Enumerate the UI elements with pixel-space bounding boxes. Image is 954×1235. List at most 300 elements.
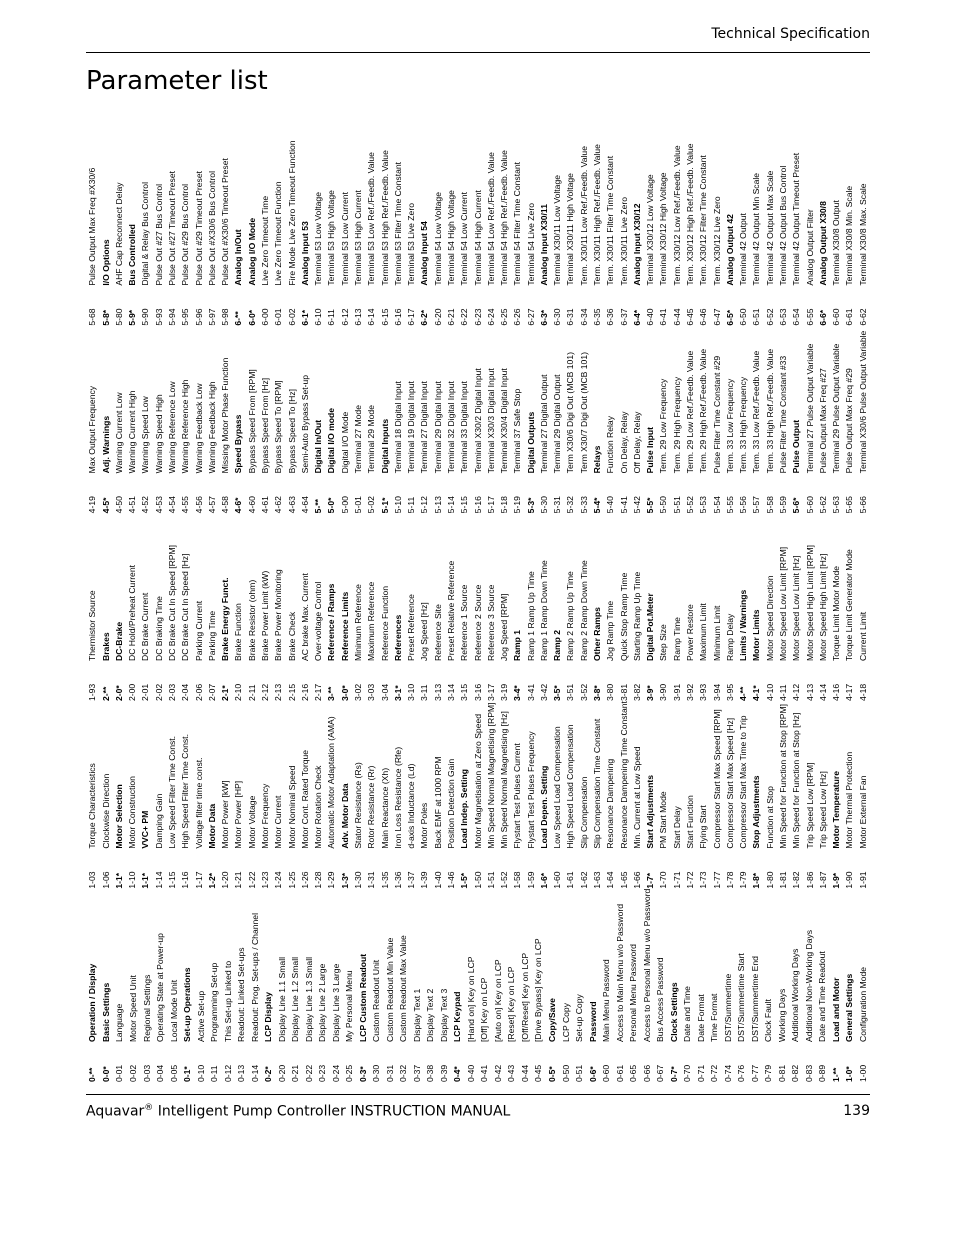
parameter-name: Term. X30/12 Low Ref./Feedb. Value	[671, 145, 682, 286]
parameter-name: [Off] Key on LCP	[479, 977, 490, 1042]
parameter-name: Parking Current	[193, 600, 204, 661]
parameter-name: Motor Limits	[751, 609, 762, 661]
parameter-name: Bypass Speed To [Hz]	[286, 388, 297, 474]
parameter-code: 6-50	[738, 308, 749, 326]
parameter-row	[259, 701, 272, 889]
parameter-code: 0-66	[641, 1064, 652, 1082]
parameter-name: Low Speed Load Compensation	[552, 726, 563, 849]
parameter-code: 6-3*	[538, 309, 549, 326]
parameter-name: PM Start Mode	[658, 791, 669, 849]
parameter-code: 1-28	[313, 871, 324, 889]
parameter-name: Term. X30/12 Live Zero	[711, 196, 722, 286]
parameter-name: Terminal 27 Mode	[352, 405, 363, 474]
parameter-code: 6-21	[445, 308, 456, 326]
parameter-code: 5-80	[113, 308, 124, 326]
parameter-group-row	[538, 701, 551, 889]
parameter-code: 6-47	[711, 308, 722, 326]
parameter-name: DC Braking Time	[153, 596, 164, 661]
parameter-name: Brakes	[100, 632, 111, 661]
parameter-name: Trip Speed Low [Hz]	[817, 771, 828, 849]
parameter-code: 0-41	[479, 1064, 490, 1082]
parameter-row	[551, 138, 564, 326]
parameter-name: Terminal 29 Pulse Output Variable	[831, 343, 842, 474]
parameter-code: 1-71	[671, 871, 682, 889]
parameter-name: Term. 33 Low Frequency	[724, 378, 735, 474]
parameter-row	[697, 701, 710, 889]
parameter-code: 3-19	[499, 683, 510, 701]
parameter-name: Bypass Speed From [RPM]	[246, 369, 257, 474]
parameter-code: 0-81	[776, 1064, 787, 1082]
parameter-name: Min Speed Normal Magnetising [RPM]	[485, 702, 496, 849]
parameter-code: 5-97	[206, 308, 217, 326]
parameter-code: 3-11	[419, 684, 430, 701]
parameter-name: Bypass Speed To [RPM]	[273, 380, 284, 474]
parameter-name: Live Zero Timeout Time	[260, 195, 270, 286]
parameter-name: Motor Cont. Rated Torque	[299, 749, 310, 849]
parameter-name: Readout: Linked Set-ups	[236, 947, 247, 1042]
parameter-name: Terminal X30/12 Low Voltage	[645, 174, 656, 286]
parameter-row	[86, 326, 99, 514]
parameter-name: Ramp 1 Ramp Up Time	[525, 571, 536, 661]
parameter-name: Terminal 54 Low Voltage	[432, 192, 443, 286]
parameter-name: Terminal 53 Low Current	[339, 192, 350, 286]
parameter-code: 5-52	[685, 496, 695, 514]
parameter-name: Power Restore	[685, 604, 695, 661]
parameter-group-row	[86, 889, 100, 1082]
parameter-code: 0-61	[614, 1064, 625, 1082]
parameter-row	[803, 513, 816, 701]
parameter-code: 4-6*	[233, 497, 244, 514]
registered-mark: ®	[144, 1103, 154, 1113]
parameter-row	[285, 138, 298, 326]
parameter-row	[424, 889, 438, 1082]
parameter-code: 4-12	[791, 683, 802, 701]
parameter-row	[343, 889, 357, 1082]
parameter-name: Live Zero Timeout Function	[273, 181, 284, 286]
parameter-name: Jog Speed [RPM]	[499, 593, 510, 661]
parameter-code: 1-5*	[459, 872, 470, 889]
parameter-code: 3-17	[485, 683, 496, 701]
parameter-code: 3-4*	[512, 685, 523, 701]
parameter-group-row	[378, 326, 391, 514]
parameter-name: Digital & Relay Bus Control	[140, 182, 151, 286]
parameter-name: Bypass Speed From [Hz]	[260, 377, 270, 474]
parameter-group-row	[312, 326, 325, 514]
parameter-name: Terminal X30/8 Min. Scale	[844, 185, 855, 286]
parameter-code: 0-67	[655, 1064, 666, 1082]
parameter-code: 4-55	[180, 496, 191, 514]
parameter-name: Additional Working Days	[790, 948, 801, 1042]
parameter-code: 6-55	[804, 308, 815, 326]
parameter-code: 6-60	[831, 308, 842, 326]
parameter-group-row	[538, 138, 551, 326]
parameter-row	[498, 326, 511, 514]
parameter-row	[192, 138, 205, 326]
parameter-code: 2-0*	[113, 685, 124, 701]
parameter-name: Terminal X30/11 Low Voltage	[552, 174, 563, 286]
parameter-code: 1-73	[698, 871, 709, 889]
parameter-code: 3-82	[631, 683, 642, 701]
parameter-name: Motor Magnetisation at Zero Speed	[472, 713, 483, 849]
parameter-row	[524, 701, 537, 889]
parameter-code: 6-20	[432, 308, 443, 326]
parameter-name: Motor Temperature	[831, 771, 842, 849]
parameter-code: 2-16	[299, 683, 310, 701]
parameter-row	[166, 513, 179, 701]
parameter-code: 1-50	[472, 871, 483, 889]
parameter-code: 4-13	[804, 683, 815, 701]
parameter-code: 1-66	[631, 871, 642, 889]
parameter-row	[113, 138, 126, 326]
parameter-code: 1-37	[406, 871, 417, 889]
parameter-row	[708, 889, 722, 1082]
parameter-code: 5-3*	[525, 497, 536, 514]
parameter-code: 0-74	[722, 1064, 733, 1082]
parameter-name: Motor Speed Direction	[764, 575, 775, 661]
parameter-row	[763, 701, 776, 889]
parameter-name: Date and Time Readout	[817, 951, 828, 1042]
parameter-row	[684, 326, 697, 514]
parameter-name: Terminal 54 High Ref./Feedb. Value	[499, 150, 510, 286]
parameter-code: 6-02	[286, 308, 297, 326]
parameter-row	[802, 889, 816, 1082]
parameter-row	[405, 513, 418, 701]
parameter-group-row	[338, 513, 351, 701]
parameter-row	[789, 889, 803, 1082]
parameter-row	[657, 513, 670, 701]
parameter-group-row	[724, 138, 737, 326]
parameter-row	[219, 326, 232, 514]
parameter-row	[166, 326, 179, 514]
parameter-name: Warning Speed Low	[140, 396, 151, 474]
parameter-name: Clock Settings	[668, 982, 679, 1042]
parameter-row	[843, 513, 856, 701]
parameter-name: Torque Characteristics	[87, 763, 98, 849]
parameter-code: 2-04	[180, 683, 191, 701]
parameter-row	[710, 138, 723, 326]
parameter-name: Adj. Warnings	[100, 415, 111, 474]
parameter-row	[365, 513, 378, 701]
parameter-row	[803, 701, 816, 889]
parameter-name: Terminal 18 Digital Input	[392, 381, 403, 474]
parameter-name: Motor Power [kW]	[220, 780, 231, 849]
parameter-group-row	[113, 701, 126, 889]
parameter-name: Working Days	[776, 988, 787, 1042]
parameter-name: Terminal 29 Digital Input	[432, 381, 443, 474]
parameter-row	[272, 138, 285, 326]
parameter-row	[478, 889, 492, 1082]
parameter-name: [Auto on] Key on LCP	[492, 959, 503, 1042]
parameter-name: Start Delay	[671, 806, 682, 849]
parameter-code: 0-03	[141, 1064, 152, 1082]
parameter-code: 6-15	[379, 308, 390, 326]
parameter-row	[538, 326, 551, 514]
parameter-row	[484, 138, 497, 326]
parameter-name: Terminal 53 High Voltage	[326, 190, 337, 286]
parameter-row	[192, 326, 205, 514]
footer-title-text: Intelligent Pump Controller INSTRUCTION MANUAL	[153, 1103, 511, 1120]
parameter-code: 5-30	[538, 496, 549, 514]
parameter-group-row	[551, 513, 564, 701]
parameter-row	[710, 513, 723, 701]
parameter-name: Warning Reference High	[180, 379, 191, 474]
parameter-name: Maximum Limit	[698, 603, 709, 661]
parameter-name: Term X30/6 Digi Out (MCB 101)	[565, 352, 576, 474]
parameter-name: Terminal 27 Digital Output	[538, 374, 549, 474]
parameter-name: AC brake Max. Current	[299, 573, 310, 661]
parameter-row	[697, 326, 710, 514]
parameter-code: 3-81	[618, 683, 629, 701]
parameter-group-row	[99, 513, 112, 701]
parameter-name: Reference 3 Source	[485, 584, 496, 661]
parameter-row	[418, 701, 431, 889]
parameter-name: Start Function	[685, 795, 695, 849]
parameter-group-row	[644, 513, 657, 701]
parameter-code: 1-14	[153, 871, 164, 889]
parameter-code: 1-17	[193, 871, 204, 889]
parameter-name: Terminal 32 Digital Input	[445, 381, 456, 474]
parameter-code: 4-1*	[751, 685, 762, 701]
parameter-code: 3-10	[406, 683, 417, 701]
parameter-code: 1-2*	[206, 872, 217, 889]
parameter-name: Adv. Motor Data	[339, 783, 350, 849]
parameter-row	[657, 326, 670, 514]
parameter-row	[843, 138, 856, 326]
parameter-group-row	[232, 138, 245, 326]
parameter-name: Brake Energy Funct.	[220, 577, 231, 661]
parameter-name: Terminal X30/4 Digital Input	[499, 368, 510, 474]
parameter-name: Limits / Warnings	[738, 589, 749, 661]
parameter-row	[777, 701, 790, 889]
parameter-name: Reference 1 Source	[459, 584, 470, 661]
parameter-row	[299, 701, 312, 889]
parameter-name: Term. X30/11 High Ref./Feedb. Value	[592, 144, 603, 286]
parameter-code: 0-**	[87, 1067, 98, 1082]
parameter-code: 6-22	[459, 308, 470, 326]
parameter-code: 1-36	[392, 871, 403, 889]
parameter-name: Terminal 29 Mode	[366, 405, 377, 474]
parameter-name: Start Adjustments	[645, 774, 656, 849]
parameter-code: 3-8*	[592, 685, 603, 701]
parameter-row	[777, 138, 790, 326]
parameter-row	[445, 138, 458, 326]
parameter-row	[681, 889, 695, 1082]
parameter-code: 6-44	[671, 308, 682, 326]
parameter-code: 4-10	[764, 683, 775, 701]
parameter-code: 5-40	[605, 496, 616, 514]
parameter-row	[272, 701, 285, 889]
parameter-name: AHF Cap Reconnect Delay	[113, 182, 124, 286]
parameter-name: Analog Input 53	[299, 221, 310, 286]
parameter-row	[856, 513, 869, 701]
parameter-code: 6-41	[658, 308, 669, 326]
parameter-name: Pulse Out #27 Bus Control	[153, 183, 164, 286]
parameter-code: 0-39	[438, 1064, 449, 1082]
parameter-name: Stator Resistance (Rs)	[352, 762, 363, 849]
parameter-group-row	[113, 513, 126, 701]
parameter-group-row	[631, 138, 644, 326]
parameter-table-rotated	[86, 138, 870, 1082]
parameter-code: 0-50	[560, 1064, 571, 1082]
parameter-name: Term X30/7 Digi Out (MCB 101)	[578, 352, 589, 474]
parameter-code: 3-52	[578, 683, 589, 701]
parameter-row	[445, 701, 458, 889]
parameter-code: 5-42	[631, 496, 642, 514]
parameter-code: 0-71	[695, 1064, 706, 1082]
parameter-row	[551, 701, 564, 889]
parameter-group-row	[99, 326, 112, 514]
parameter-name: Personal Menu Password	[628, 944, 639, 1042]
parameter-name: Warning Current Low	[113, 392, 124, 474]
parameter-row	[179, 513, 192, 701]
parameter-name: Pulse Out #29 Timeout Preset	[193, 171, 204, 286]
parameter-row	[383, 889, 397, 1082]
parameter-name: Terminal X30/12 High Voltage	[658, 172, 669, 286]
parameter-code: 6-16	[392, 308, 403, 326]
parameter-code: 1-25	[286, 871, 297, 889]
parameter-group-row	[816, 138, 829, 326]
parameter-row	[152, 513, 165, 701]
parameter-code: 1-6*	[538, 872, 549, 889]
parameter-name: Terminal 54 Low Ref./Feedb. Value	[485, 152, 496, 286]
parameter-code: 5-19	[512, 496, 523, 514]
parameter-code: 5-5*	[645, 497, 656, 514]
parameter-row	[405, 326, 418, 514]
parameter-row	[352, 326, 365, 514]
parameter-name: Function Relay	[605, 416, 616, 474]
parameter-group-row	[100, 889, 114, 1082]
parameter-name: Display Line 3 Large	[330, 963, 341, 1042]
parameter-row	[684, 701, 697, 889]
parameter-code: 0-25	[344, 1064, 355, 1082]
parameter-code: 3-5*	[552, 685, 563, 701]
parameter-row	[538, 513, 551, 701]
parameter-code: 5-68	[87, 308, 98, 326]
parameter-name: Language	[114, 1003, 125, 1042]
parameter-name: DST/Summertime End	[749, 956, 760, 1042]
parameter-code: 0-6*	[587, 1066, 598, 1082]
parameter-code: 0-1*	[182, 1066, 193, 1082]
parameter-code: 4-5*	[100, 497, 111, 514]
parameter-code: 5-57	[751, 496, 762, 514]
parameter-name: Terminal X30/6 Pulse Output Variable	[857, 330, 868, 474]
parameter-group-row	[511, 513, 524, 701]
parameter-code: 1-72	[685, 871, 695, 889]
parameter-name: Current Limit	[857, 611, 868, 661]
parameter-row	[113, 889, 127, 1082]
parameter-row	[458, 326, 471, 514]
parameter-row	[431, 138, 444, 326]
parameter-code: 0-37	[411, 1064, 422, 1082]
parameter-row	[272, 326, 285, 514]
parameter-group-row	[737, 513, 750, 701]
parameter-name: Pulse Input	[645, 427, 656, 474]
parameter-name: Compressor Start Max Speed [RPM]	[711, 709, 722, 849]
parameter-row	[235, 889, 249, 1082]
parameter-code: 6-30	[552, 308, 563, 326]
parameter-code: 6-35	[592, 308, 603, 326]
parameter-code: 2-15	[286, 683, 297, 701]
parameter-name: Terminal 53 High Current	[352, 190, 363, 286]
parameter-name: [Hand on] Key on LCP	[465, 956, 476, 1042]
parameter-name: Motor Data	[206, 803, 217, 849]
parameter-code: 1-24	[273, 871, 284, 889]
parameter-code: 1-1*	[140, 872, 151, 889]
parameter-name: Terminal 29 Digital Output	[552, 374, 563, 474]
parameter-group-row	[232, 326, 245, 514]
parameter-code: 0-04	[155, 1064, 166, 1082]
parameter-name: Bus Controlled	[127, 224, 138, 286]
parameter-name: Ramp 2	[552, 629, 563, 661]
parameter-code: 1-9*	[831, 872, 842, 889]
parameter-group-row	[591, 513, 604, 701]
parameter-row	[418, 513, 431, 701]
parameter-name: Ramp 2 Ramp Down Time	[578, 560, 589, 661]
parameter-code: 3-03	[366, 683, 377, 701]
parameter-row	[431, 326, 444, 514]
parameter-code: 6-5*	[724, 309, 735, 326]
parameter-row	[86, 513, 99, 701]
parameter-name: Pulse Out #X30/6 Bus Control	[206, 171, 217, 286]
parameter-code: 2-02	[153, 683, 164, 701]
parameter-code: 1-51	[485, 871, 496, 889]
parameter-code: 3-41	[525, 683, 536, 701]
parameter-code: 1-62	[578, 871, 589, 889]
parameter-name: Display Line 1.3 Small	[303, 956, 314, 1042]
parameter-name: Clockwise Direction	[100, 773, 111, 849]
parameter-row	[617, 138, 630, 326]
parameter-group-row	[667, 889, 681, 1082]
parameter-code: 6-0*	[246, 309, 257, 326]
parameter-row	[830, 326, 843, 514]
parameter-code: 1-30	[352, 871, 363, 889]
parameter-name: Terminal 54 High Current	[472, 190, 483, 286]
parameter-code: 0-77	[749, 1064, 760, 1082]
parameter-code: 5-95	[180, 308, 191, 326]
parameter-code: 3-04	[379, 683, 390, 701]
parameter-name: Motor Speed Low Limit [Hz]	[791, 555, 802, 661]
parameter-code: 1-0*	[844, 1066, 855, 1082]
parameter-group-row	[644, 326, 657, 514]
parameter-row	[139, 138, 152, 326]
parameter-code: 0-51	[574, 1064, 585, 1082]
parameter-row	[670, 326, 683, 514]
parameter-name: Terminal 54 Filter Time Constant	[512, 161, 523, 286]
parameter-code: 6-14	[366, 308, 377, 326]
parameter-name: Term. X30/11 Live Zero	[618, 196, 629, 286]
parameter-name: Copy/Save	[546, 998, 557, 1042]
parameter-row	[126, 326, 139, 514]
parameter-group-row	[591, 326, 604, 514]
parameter-name: Terminal 19 Digital Input	[406, 381, 417, 474]
parameter-row	[221, 889, 235, 1082]
parameter-name: Additional Non-Working Days	[803, 929, 814, 1042]
parameter-name: Terminal 53 High Ref./Feedb. Value	[379, 150, 390, 286]
parameter-row	[762, 889, 776, 1082]
parameter-code: 1-78	[724, 871, 735, 889]
parameter-name: Terminal X30/11 High Voltage	[565, 173, 576, 286]
parameter-group-row	[586, 889, 600, 1082]
parameter-name: DC Brake Cut In Speed [RPM]	[167, 544, 178, 661]
parameter-name: Ramp Delay	[724, 613, 735, 661]
parameter-name: Analog Input 54	[419, 221, 430, 286]
parameter-row	[790, 701, 803, 889]
parameter-name: Voltage filter time const.	[193, 757, 204, 849]
parameter-code: 2-06	[193, 683, 204, 701]
parameter-name: Brake Power Monitoring	[273, 569, 284, 661]
parameter-row	[532, 889, 546, 1082]
parameter-name: Time Format	[709, 993, 720, 1042]
